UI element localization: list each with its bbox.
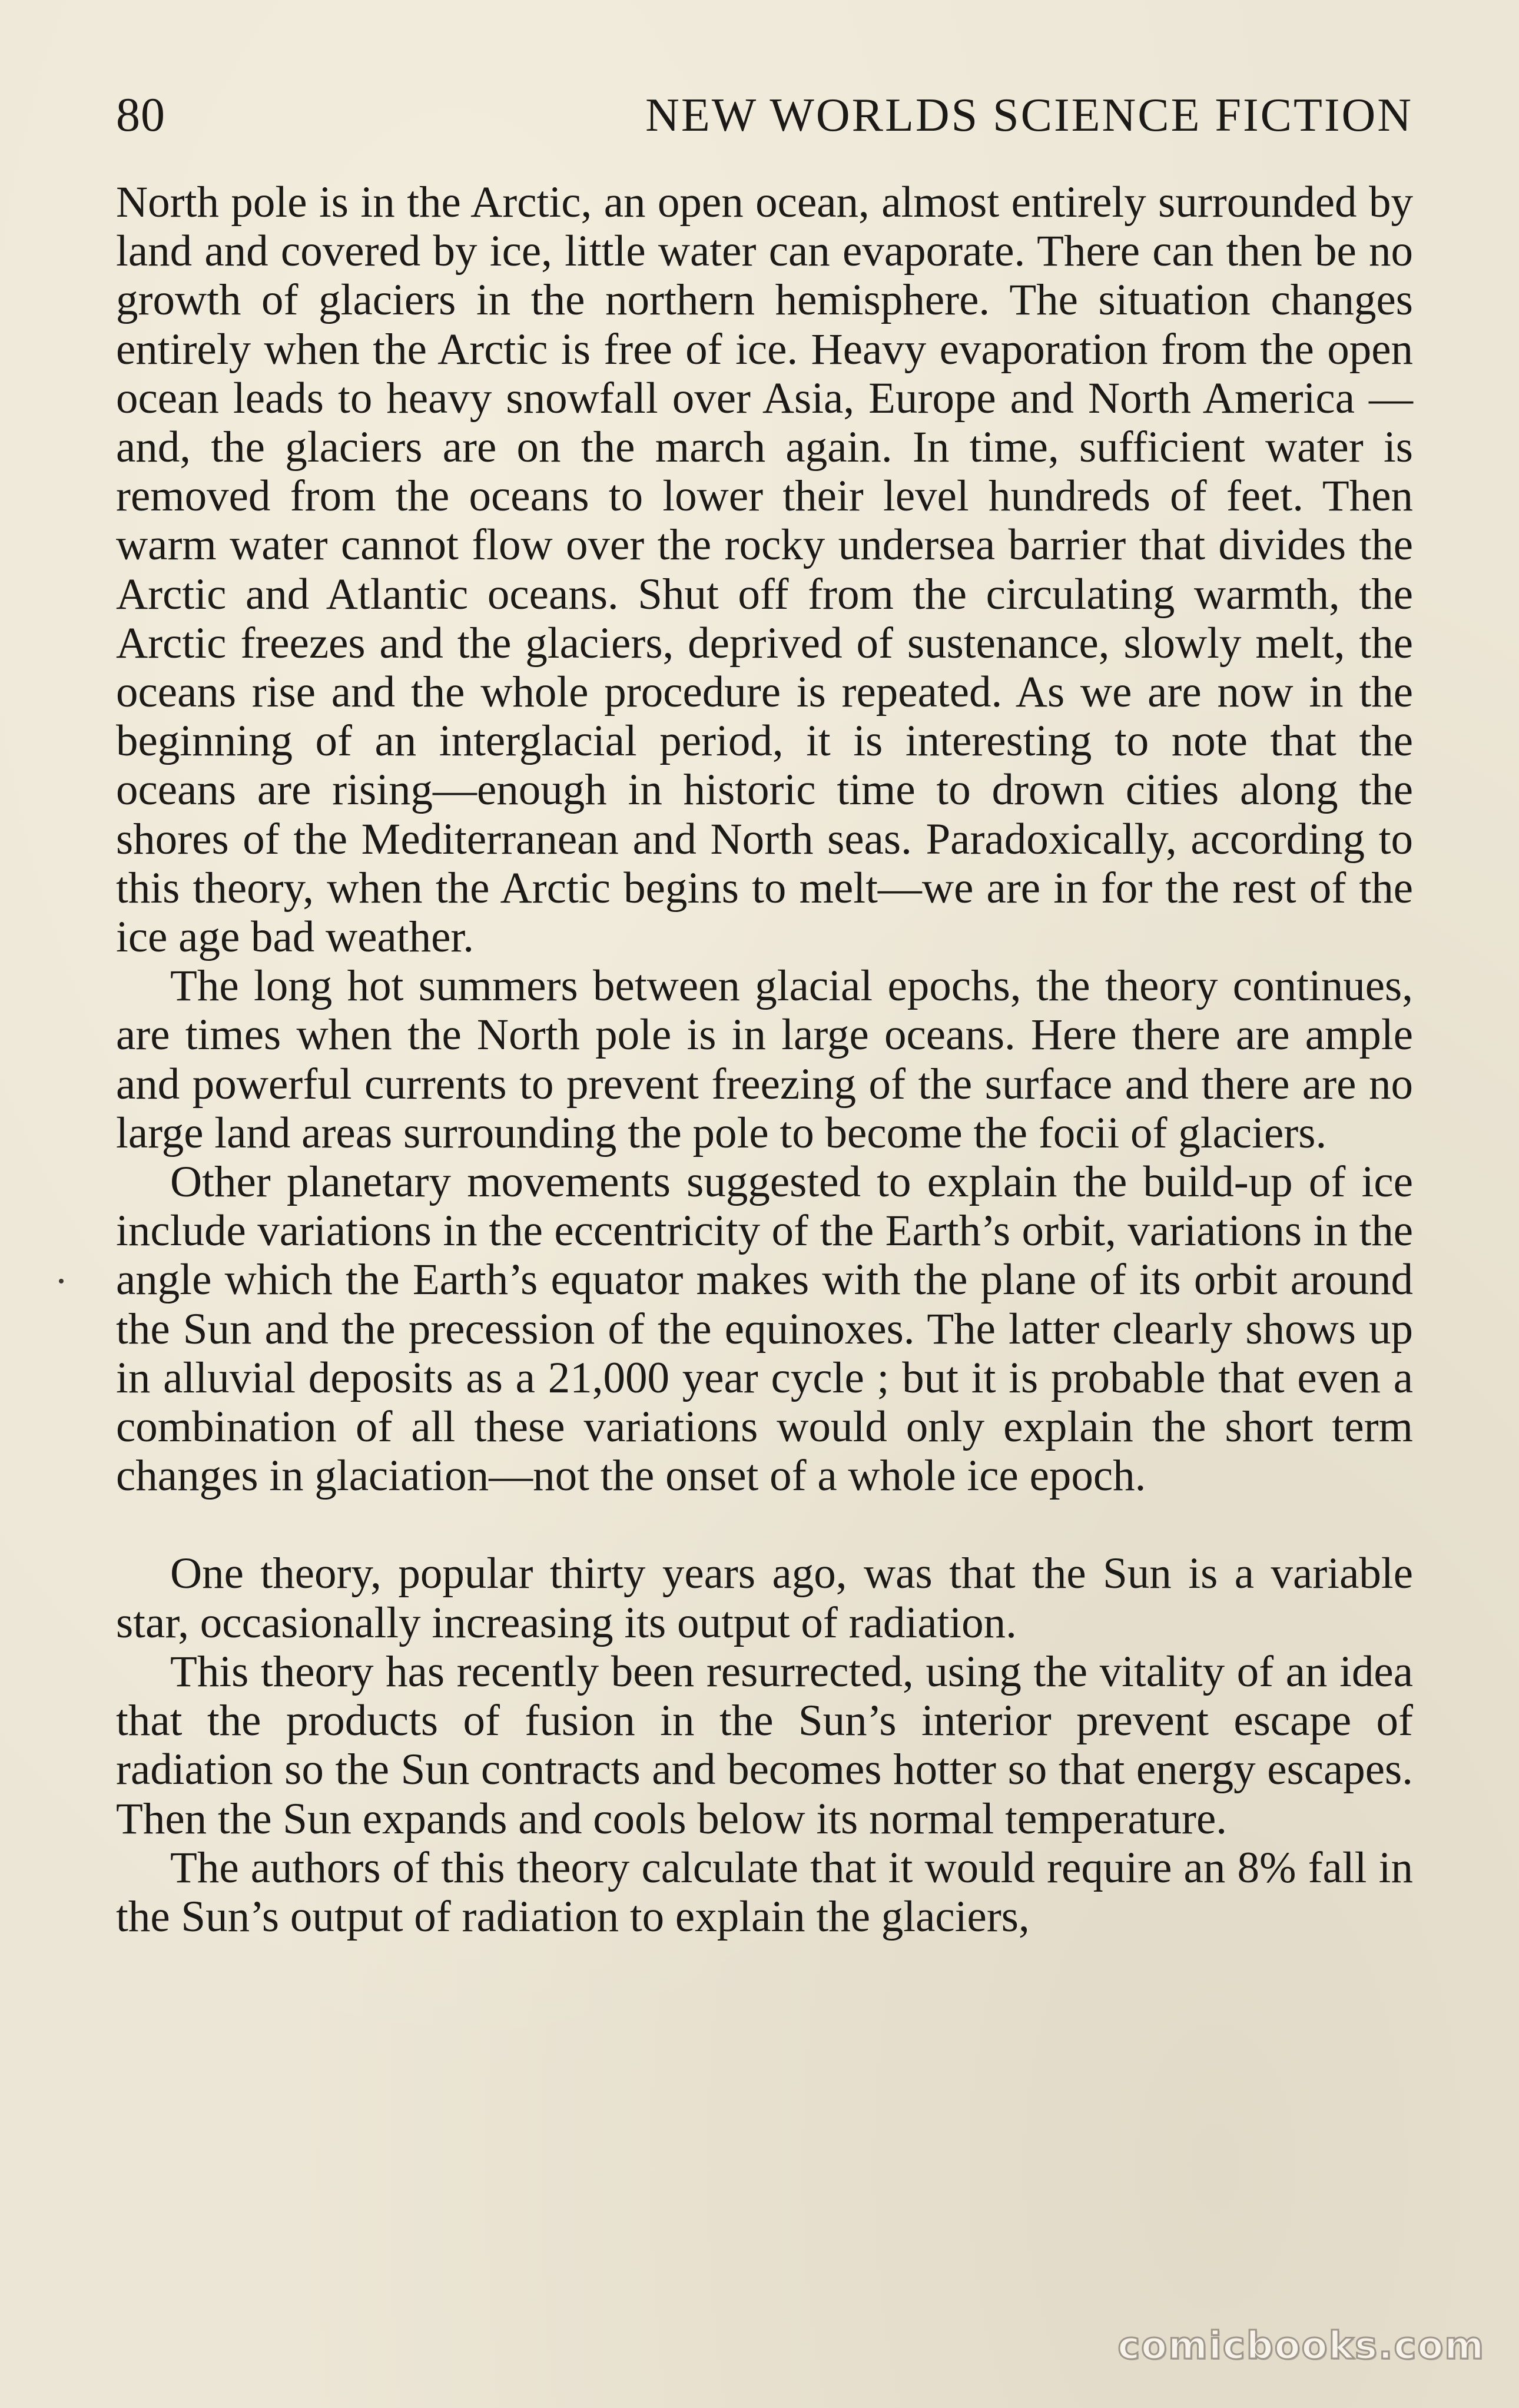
paper-speck (59, 1279, 64, 1283)
paragraph-hot-summers: The long hot summers between glacial epochs, the theory continues, are times when the North pole is in large oceans. Here there are ample and powerful currents to prevent freezing of the surface and there are no large land areas surrounding the pole to become the focii of glaciers. (116, 961, 1413, 1157)
paragraph-arctic-theory: North pole is in the Arctic, an open ocean, almost entirely surrounded by land and covered by ice, little water can evaporate. There can then be no growth of glaciers in the northern hemisphere. The situation changes entirely when the Arctic is free of ice. Heavy evaporation from the open ocean leads to heavy snowfall over Asia, Europe and North America —and, the glaciers are on the march again. In time, sufficient water is removed from the oceans to lower their level hundreds of feet. Then warm water cannot flow over the rocky undersea barrier that divides the Arctic and Atlantic oceans. Shut off from the circulating warmth, the Arctic freezes and the glaciers, deprived of sustenance, slowly melt, the oceans rise and the whole procedure is repeated. As we are now in the beginning of an interglacial period, it is interesting to note that the oceans are rising—enough in historic time to drown cities along the shores of the Mediterranean and North seas. Paradoxically, according to this theory, when the Arctic begins to melt—we are in for the rest of the ice age bad weather. (116, 178, 1413, 962)
paragraph-planetary-movements: Other planetary movements suggested to explain the build-up of ice include variations in the eccentricity of the Earth’s orbit, variations in the angle which the Earth’s equator makes with the plane of its orbit around the Sun and the precession of the equinoxes. The latter clearly shows up in alluvial deposits as a 21,000 year cycle ; but it is probable that even a combination of all these variations would only explain the short term changes in glaciation—not the onset of a whole ice epoch. (116, 1157, 1413, 1501)
article-body (116, 178, 1413, 1941)
running-title: NEW WORLDS SCIENCE FICTION (645, 89, 1413, 141)
page-number: 80 (116, 88, 165, 141)
site-watermark: comicbooks.com (1117, 2324, 1485, 2368)
paragraph-theory-resurrected: This theory has recently been resurrected, using the vitality of an idea that the products of fusion in the Sun’s interior prevent escape of radiation so the Sun contracts and becomes hotter so that energy escapes. Then the Sun expands and cools below its normal temperature. (116, 1647, 1413, 1843)
running-head (116, 82, 1413, 147)
book-page (116, 82, 1413, 2379)
paragraph-variable-star: One theory, popular thirty years ago, was that the Sun is a variable star, occasionally increasing its output of radiation. (116, 1549, 1413, 1647)
paragraph-radiation-fall: The authors of this theory calculate that it would require an 8% fall in the Sun’s output of radiation to explain the glaciers, (116, 1843, 1413, 1941)
